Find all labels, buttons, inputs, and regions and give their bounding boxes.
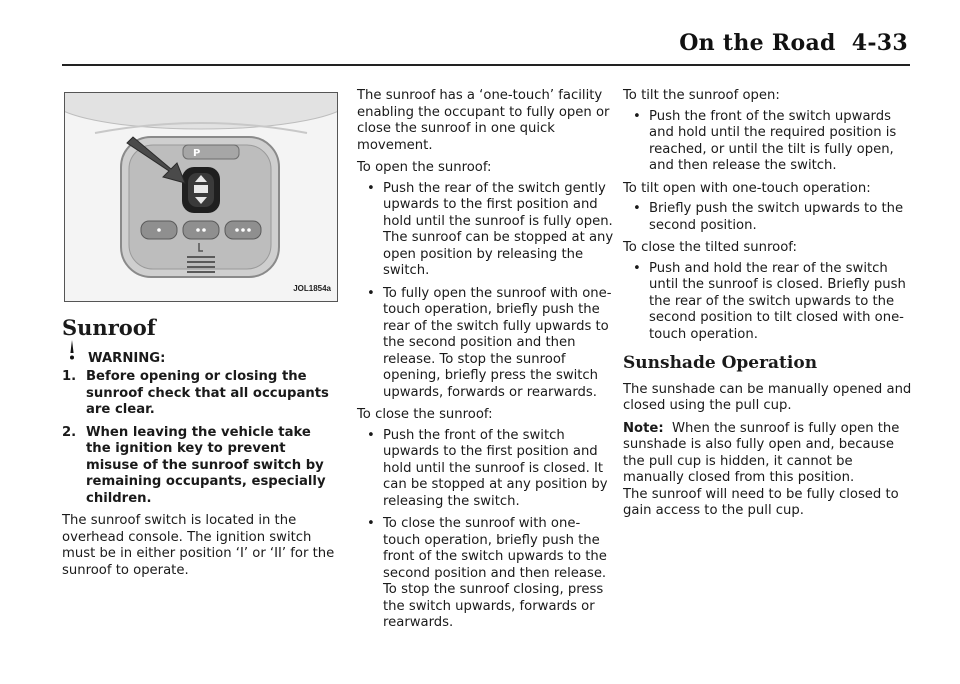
header-page-number: 4-33 [851, 30, 908, 56]
open-subheading: To open the sunroof: [357, 160, 492, 175]
list-item-text: To close the sunroof with one-touch operation, briefly push the front of the switch upwards to the second position and then release. To stop the sunroof closing, press the switch upwards, forwards or rearwards. [383, 516, 607, 630]
list-item-text: Briefly push the switch upwards to the second position. [649, 201, 904, 233]
header-section-title: On the Road [679, 30, 836, 56]
column-1 [62, 88, 340, 585]
sunshade-note [623, 421, 913, 520]
list-item: • Push the rear of the switch gently upwards to the first position and hold until the sunroof is fully open. The sunroof can be stopped at any open position by releasing the switch. [367, 180, 614, 278]
note-text: When the sunroof is fully open the sunshade is also fully open and, because the pull cup is hidden, it cannot be manually closed from this position. [623, 420, 900, 485]
warning-icon [64, 339, 80, 361]
sunroof-switch-figure [64, 92, 338, 302]
page-header [679, 30, 908, 56]
note-text-2: The sunroof will need to be fully closed to gain access to the pull cup. [623, 486, 899, 518]
sunroof-heading: Sunroof [62, 315, 156, 340]
list-item: • Briefly push the switch upwards to the second position. [633, 201, 904, 233]
warning-number: 1. [62, 369, 77, 384]
close-tilted-subheading: To close the tilted sunroof: [623, 240, 797, 255]
list-item-text: Push the front of the switch upwards to the first position and hold until the sunroof is closed. It can be stopped at any position by releasing the switch. [383, 427, 608, 509]
one-touch-intro: The sunroof has a ‘one-touch’ facility enabling the occupant to fully open or close the sunroof in one quick movement. [357, 88, 610, 153]
warning-number: 2. [62, 424, 77, 440]
warning-heading [62, 351, 340, 368]
list-item: • To fully open the sunroof with one-touch operation, briefly push the rear of the switch fully upwards to the second position and then release. To stop the sunroof opening, briefly press the switch upwards, forwards or rearwards. [367, 285, 612, 400]
sunshade-heading: Sunshade Operation [623, 353, 818, 373]
tilt-subheading: To tilt the sunroof open: [623, 88, 780, 103]
header-rule [62, 64, 910, 66]
list-item-text: Push the front of the switch upwards and hold until the required position is reached, or until the tilt is fully open, and then release the switch. [649, 108, 897, 173]
svg-text:P: P [193, 148, 201, 159]
list-item: • Push the front of the switch upwards and hold until the required position is reached, or until the tilt is fully open, and then release the switch. [633, 108, 897, 173]
list-item: • To close the sunroof with one-touch operation, briefly push the front of the switch upwards to the second position and then release. To stop the sunroof closing, press the switch upwards, forwards or rearwards. [367, 516, 607, 630]
note-label: Note: [623, 420, 664, 436]
sunshade-paragraph: The sunshade can be manually opened and closed using the pull cup. [623, 381, 912, 413]
warning-text: When leaving the vehicle take the ignition key to prevent misuse of the sunroof switch by remaining occupants, especially children. [86, 424, 326, 506]
warning-text: Before opening or closing the sunroof check that all occupants are clear. [86, 369, 329, 417]
figure-code: JOL1854a [293, 283, 331, 293]
warning-item [62, 425, 340, 508]
list-item: • Push the front of the switch upwards to the first position and hold until the sunroof is closed. It can be stopped at any position by releasing the switch. [367, 427, 608, 509]
column-3 [623, 88, 913, 520]
list-item: • Push and hold the rear of the switch until the sunroof is closed. Briefly push the rear of the switch upwards to the second position to tilt closed with one-touch operation. [633, 260, 906, 342]
warning-label: WARNING: [88, 350, 166, 366]
list-item-text: Push and hold the rear of the switch until the sunroof is closed. Briefly push the rear of the switch upwards to the second position to tilt closed with one-touch operation. [649, 260, 906, 342]
column-2 [357, 88, 615, 638]
warning-item [62, 369, 340, 419]
overhead-console-illustration [65, 93, 337, 301]
sunroof-location-paragraph: The sunroof switch is located in the overhead console. The ignition switch must be in either position ‘I’ or ‘II’ for the sunroof to operate. [62, 513, 335, 578]
list-item-text: To fully open the sunroof with one-touch operation, briefly push the rear of the switch fully upwards to the second position and then release. To stop the sunroof opening, briefly press the switch upwards, forwards or rearwards. [383, 285, 612, 400]
tilt-one-touch-subheading: To tilt open with one-touch operation: [623, 180, 871, 196]
list-item-text: Push the rear of the switch gently upwards to the first position and hold until the sunroof is fully open. The sunroof can be stopped at any open position by releasing the switch. [383, 180, 614, 278]
close-subheading: To close the sunroof: [357, 407, 493, 422]
